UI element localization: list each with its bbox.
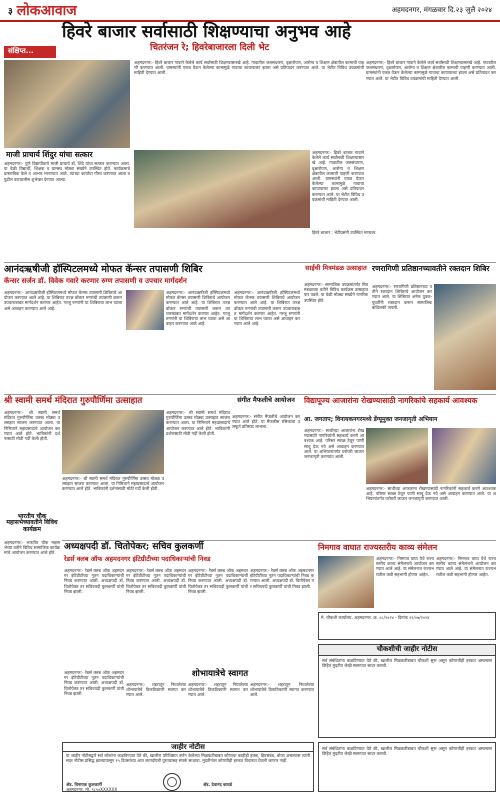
awareness-photo-2 [432,428,496,484]
notice1-box [62,742,314,792]
notice1-address: अहमदनगर. मो. ९८५०XXXXXX [66,787,118,792]
story4-headline: रणरागिणी प्रतिष्ठानच्यावतीने रक्तदान शिबिर [372,264,490,273]
story9-body-col5: अहमदनगर:- रेडर्स क्लब ऑफ अहमदनगर इंटिग्रीटीच्या नूतन पदाधिकाऱ्यांची निवड करण्यात आली. अध्यक्षपदी डॉ. चितोपेकर तर सचिवपदी कुलकर्णी यांची निवड झाली. [64,670,126,696]
story2-body-col2: अहमदनगर:- आनंदऋषीजी हॉस्पिटलमध्ये मोफत कॅन्सर तपासणी शिबिराचे आयोजन करण्यात आले आहे. या शिबिरात तज्ज्ञ डॉक्टर रुग्णांची तपासणी करून उपचाराबाबत मार्गदर्शन करणार आहेत. गरजू रुग्णांनी या शिबिराचा लाभ घ्यावा असे आवाहन करण्यात आले आहे. [166,290,232,327]
story9-body-col3: अहमदनगर:- रेडर्स क्लब ऑफ अहमदनगर इंटिग्रीटीच्या नूतन पदाधिकाऱ्यांची निवड करण्यात आली. अध्यक्षपदी डॉ. चितोपेकर तर सचिवपदी कुलकर्णी यांची निवड झाली. [188,568,250,594]
notice1-body: या जाहीर नोटीसद्वारे सर्व लोकांना कळविण्यात येते की, खालील परिशिष्टात वर्णन केलेल्या मिळकतीबाबत कोणाचा काहीही हक्क, हितसंबंध, बोजा असल्यास त्यांनी सदर नोटीस प्रसिद्ध झाल्यापासून १५ दिवसांच्या आत कागदोपत्री पुराव्यासह संपर्क साधावा. मुदतीनंतर कोणतीही हरकत विचारात घेतली जाणार नाही. [66,753,312,764]
story7-body: अहमदनगर:- साथीच्या आजारांना रोखण्यासाठी नागरिकांनी सहकार्य करणे आवश्यक आहे. परिसर स्वच्छ ठेवून पाणी साचू देऊ नये असे आवाहन करण्यात आले. या अभियानांतर्गत घरोघरी जाऊन जनजागृती करण्यात आली. [304,428,366,460]
story5-body-col2: अहमदनगर:- श्री स्वामी समर्थ मंदिरात गुरुपौर्णिमा उत्सव मोठ्या उत्साहात साजरा करण्यात आला. या निमित्ताने महाप्रसादाचे आयोजन करण्यात आले होते. भाविकांनी दर्शनासाठी मोठी गर्दी केली होती. [62,476,166,492]
story2-body-col3: अहमदनगर:- आनंदऋषीजी हॉस्पिटलमध्ये मोफत कॅन्सर तपासणी शिबिराचे आयोजन करण्यात आले आहे. या शिबिरात तज्ज्ञ डॉक्टर रुग्णांची तपासणी करून उपचाराबाबत मार्गदर्शन करणार आहेत. गरजू रुग्णांनी या शिबिराचा लाभ घ्यावा असे आवाहन करण्यात आले आहे. [234,290,302,327]
blood-camp-photo [434,284,496,390]
story6-body: अहमदनगर:- संगीत मैफलीचे आयोजन करण्यात आले होते. या मैफलीस रसिकांचा उत्स्फूर्त प्रतिसाद लाभला. [232,414,300,430]
section-label: संक्षिप्त... [4,46,56,58]
story7-body-col2: अहमदनगर:- साथीच्या आजारांना रोखण्यासाठी नागरिकांनी सहकार्य करणे आवश्यक आहे. परिसर स्वच्छ ठेवून पाणी साचू देऊ नये असे आवाहन करण्यात आले. या अभियानांतर्गत घरोघरी जाऊन जनजागृती करण्यात आली. [366,486,498,502]
notice2-box [318,644,496,738]
masthead [0,0,500,22]
notice1-title: जाहीर नोटीस [63,743,313,752]
main-headline: हिवरे बाजार सर्वासाठी शिक्षण्याचा अनुभव आहे [62,22,351,42]
story11-body-col2: अहमदनगर:- निमगाव वाघा येथे राज्यस्तरीय काव्य संमेलनाचे आयोजन करण्यात आले आहे. या संमेलनात राज्यभरातील कवी सहभागी होणार आहेत. [436,556,496,577]
story9-body: अहमदनगर:- रेडर्स क्लब ऑफ अहमदनगर इंटिग्रीटीच्या नूतन पदाधिकाऱ्यांची निवड करण्यात आली. अध्यक्षपदी डॉ. चितोपेकर तर सचिवपदी कुलकर्णी यांची निवड झाली. [64,568,126,594]
notice2-body-extra: सर्व संबंधितांना कळविण्यात येते की, खालील मिळकतीबाबत चौकशी सुरू असून कोणाचीही हरकत असल्यास विहित मुदतीत लेखी स्वरूपात सादर करावी. [322,746,494,757]
story9-body-col4: अहमदनगर:- रेडर्स क्लब ऑफ अहमदनगर इंटिग्रीटीच्या नूतन पदाधिकाऱ्यांची निवड करण्यात आली. अध्यक्षपदी डॉ. चितोपेकर तर सचिवपदी कुलकर्णी यांची निवड झाली. [250,568,316,589]
story9-body-col2: अहमदनगर:- रेडर्स क्लब ऑफ अहमदनगर इंटिग्रीटीच्या नूतन पदाधिकाऱ्यांची निवड करण्यात आली. अध्यक्षपदी डॉ. चितोपेकर तर सचिवपदी कुलकर्णी यांची निवड झाली. [126,568,188,594]
story7-headline: विद्यापूज्य आजारांना रोखण्यासाठी नागरिकांचे सहकार्य आवश्यक [304,396,478,405]
story8-headline: भारतीय चौक महासभेच्यावतीने विविध कार्यक्रम [6,513,58,533]
story11-headline: निमगाव वाघात राज्यस्तरीय काव्य संमेलन [318,542,438,552]
story10-body-col2: अहमदनगर:- शहरातून निघालेल्या शोभायात्रेचे ठिकठिकाणी स्वागत करण्यात आले. [188,682,250,698]
classified-box [318,612,496,640]
story10-headline: शोभायात्रेचे स्वागत [191,669,249,679]
story5-headline: श्री स्वामी समर्थ मंदिरात गुरुपौर्णिमा उत्साहात [4,396,143,406]
story-left-photo [4,60,130,148]
awareness-photo-1 [366,428,428,484]
story2-headline: आनंदऋषीजी हॉस्पिटलमध्ये मोफत कॅन्सर तपासणी शिबिर [4,264,203,275]
main-story-body-col2: अहमदनगर:- हिवरे बाजार गावाने केलेले कार्य सर्वांसाठी शिक्षण्यासारखे आहे. गावातील जलसंधारण, वृक्षारोपण, आरोग्य व शिक्षण क्षेत्रातील कामाची पाहणी करण्यात आली. ग्रामस्थांनी एकत्र येऊन केलेल्या कामामुळे गावाचा कायापालट झाला असे प्रतिपादन करण्यात आले. या भेटीत विविध उपक्रमांची माहिती देण्यात आली. [366,60,498,81]
newspaper-logo: लोकआवाज [16,2,77,19]
kavya-photo [318,556,374,608]
notice-extra-box [318,742,496,792]
story10-body-col3: अहमदनगर:- शहरातून निघालेल्या शोभायात्रेचे ठिकठिकाणी स्वागत करण्यात आले. [250,682,316,698]
divider [62,540,496,541]
story3-body: अहमदनगर:- सामाजिक उपक्रमांतर्गत मित्रमंडळाच्या वतीने विविध कार्यक्रम उत्साहात पार पडले. या वेळी मोठ्या संख्येने नागरिक उपस्थित होते. [304,282,370,303]
story2-body: अहमदनगर:- आनंदऋषीजी हॉस्पिटलमध्ये मोफत कॅन्सर तपासणी शिबिराचे आयोजन करण्यात आले आहे. या शिबिरात तज्ज्ञ डॉक्टर रुग्णांची तपासणी करून उपचाराबाबत मार्गदर्शन करणार आहेत. गरजू रुग्णांनी या शिबिराचा लाभ घ्यावा असे आवाहन करण्यात आले आहे. [4,290,124,311]
story5-body: अहमदनगर:- श्री स्वामी समर्थ मंदिरात गुरुपौर्णिमा उत्सव मोठ्या उत्साहात साजरा करण्यात आला. या निमित्ताने महाप्रसादाचे आयोजन करण्यात आले होते. भाविकांनी दर्शनासाठी मोठी गर्दी केली होती. [4,410,62,442]
story-left-body: अहमदनगर:- पुणे विद्यापीठाचे माजी प्राचार्य डॉ. शिंदे यांचा सत्कार करण्यात आला. या वेळी विद्यार्थी, शिक्षक व ग्रामस्थ मोठ्या संख्येने उपस्थित होते. कार्यक्रमाचे प्रास्ताविक केले व आभार मानण्यात आले. त्यांच्या कार्याचा गौरव करण्यात आला व पुढील वाटचालीस शुभेच्छा देण्यात आल्या. [4,161,132,182]
divider [4,394,496,395]
story10-body: अहमदनगर:- शहरातून निघालेल्या शोभायात्रेचे ठिकठिकाणी स्वागत करण्यात आले. [126,682,188,698]
main-story-body: अहमदनगर:- हिवरे बाजार गावाने केलेले कार्य सर्वांसाठी शिक्षण्यासारखे आहे. गावातील जलसंधारण, वृक्षारोपण, आरोग्य व शिक्षण क्षेत्रातील कामाची पाहणी करण्यात आली. ग्रामस्थांनी एकत्र येऊन केलेल्या कामामुळे गावाचा कायापालट झाला असे प्रतिपादन करण्यात आले. या भेटीत विविध उपक्रमांची माहिती देण्यात आली. [134,60,366,76]
story2-subhead: कॅन्सर सर्जन डॉ. विवेक गवारे करणार रुग्ण तपासणी व उपचार मार्गदर्शन [4,277,187,285]
page-number: ३ [8,6,13,17]
main-story-body-col3: अहमदनगर:- हिवरे बाजार गावाने केलेले कार्य सर्वांसाठी शिक्षण्यासारखे आहे. गावातील जलसंधारण, वृक्षारोपण, आरोग्य व शिक्षण क्षेत्रातील कामाची पाहणी करण्यात आली. ग्रामस्थांनी एकत्र येऊन केलेल्या कामामुळे गावाचा कायापालट झाला असे प्रतिपादन करण्यात आले. या भेटीत विविध उपक्रमांची माहिती देण्यात आली. [312,150,366,202]
divider [4,262,496,263]
notice2-title: चौकशीची जाहीर नोटीस [319,645,495,656]
notice1-signer: ॲड. विनायक कुलकर्णी [66,782,102,787]
story11-body: अहमदनगर:- निमगाव वाघा येथे राज्यस्तरीय काव्य संमेलनाचे आयोजन करण्यात आले आहे. या संमेलनात राज्यभरातील कवी सहभागी होणार आहेत. [376,556,434,577]
story9-headline: अध्यक्षपदी डॉ. चितोपेकर; सचिव कुलकर्णी [64,542,204,552]
main-photo-caption: हिवरे बाजार : भेटीप्रसंगी उपस्थित मान्यवर. [312,230,377,235]
notice2-body: सर्व संबंधितांना कळविण्यात येते की, खालील मिळकतीबाबत चौकशी सुरू असून कोणाचीही हरकत असल्यास विहित मुदतीत लेखी स्वरूपात सादर करावी. [322,658,494,669]
doctor-portrait-photo [126,290,164,330]
story4-body: अहमदनगर:- रणरागिणी प्रतिष्ठानच्या वतीने रक्तदान शिबिराचे आयोजन करण्यात आले. या शिबिरात अनेक युवक-युवतींनी रक्तदान करून सामाजिक बांधिलकी जपली. [372,284,434,310]
dateline: अहमदनगर, मंगळवार दि.२३ जुलै २०२४ [391,5,492,14]
story-left-headline: माजी प्राचार्य शिंदुर यांचा सत्कार [6,150,93,159]
main-story-photo [134,150,310,228]
story6-headline: संगीत मैफलीचे आयोजन [237,396,295,404]
notice1-signer2: ॲड. देवानंद कावडे [203,782,232,787]
story9-subhead: रेडर्स क्लब ऑफ अहमदनगर इंटिग्रीटीच्या पदाधिकाऱ्यांची निवड [64,555,211,563]
story3-headline: साईची मित्रमंडळ उत्साहात [305,264,367,272]
story7-subhead: आ. जगताप; विनायकनगरमध्ये डेंग्यूमुक्त जनजागृती अभियान [304,416,438,423]
classified-body: मे. चौकशी कार्यालय, अहमदनगर. क्र. ०८/२०२४ - दिनांक २२/०७/२०२४ [321,615,430,620]
temple-photo [62,410,164,474]
main-subhead: चितरंजन रे; हिवरेबाजारला दिली भेट [150,43,270,53]
story5-body-col3: अहमदनगर:- श्री स्वामी समर्थ मंदिरात गुरुपौर्णिमा उत्सव मोठ्या उत्साहात साजरा करण्यात आला. या निमित्ताने महाप्रसादाचे आयोजन करण्यात आले होते. भाविकांनी दर्शनासाठी मोठी गर्दी केली होती. [166,410,232,436]
story8-body: अहमदनगर:- भारतीय चौक महासभेच्या वतीने विविध सामाजिक कार्यक्रमांचे आयोजन करण्यात आले होते. [4,540,60,556]
